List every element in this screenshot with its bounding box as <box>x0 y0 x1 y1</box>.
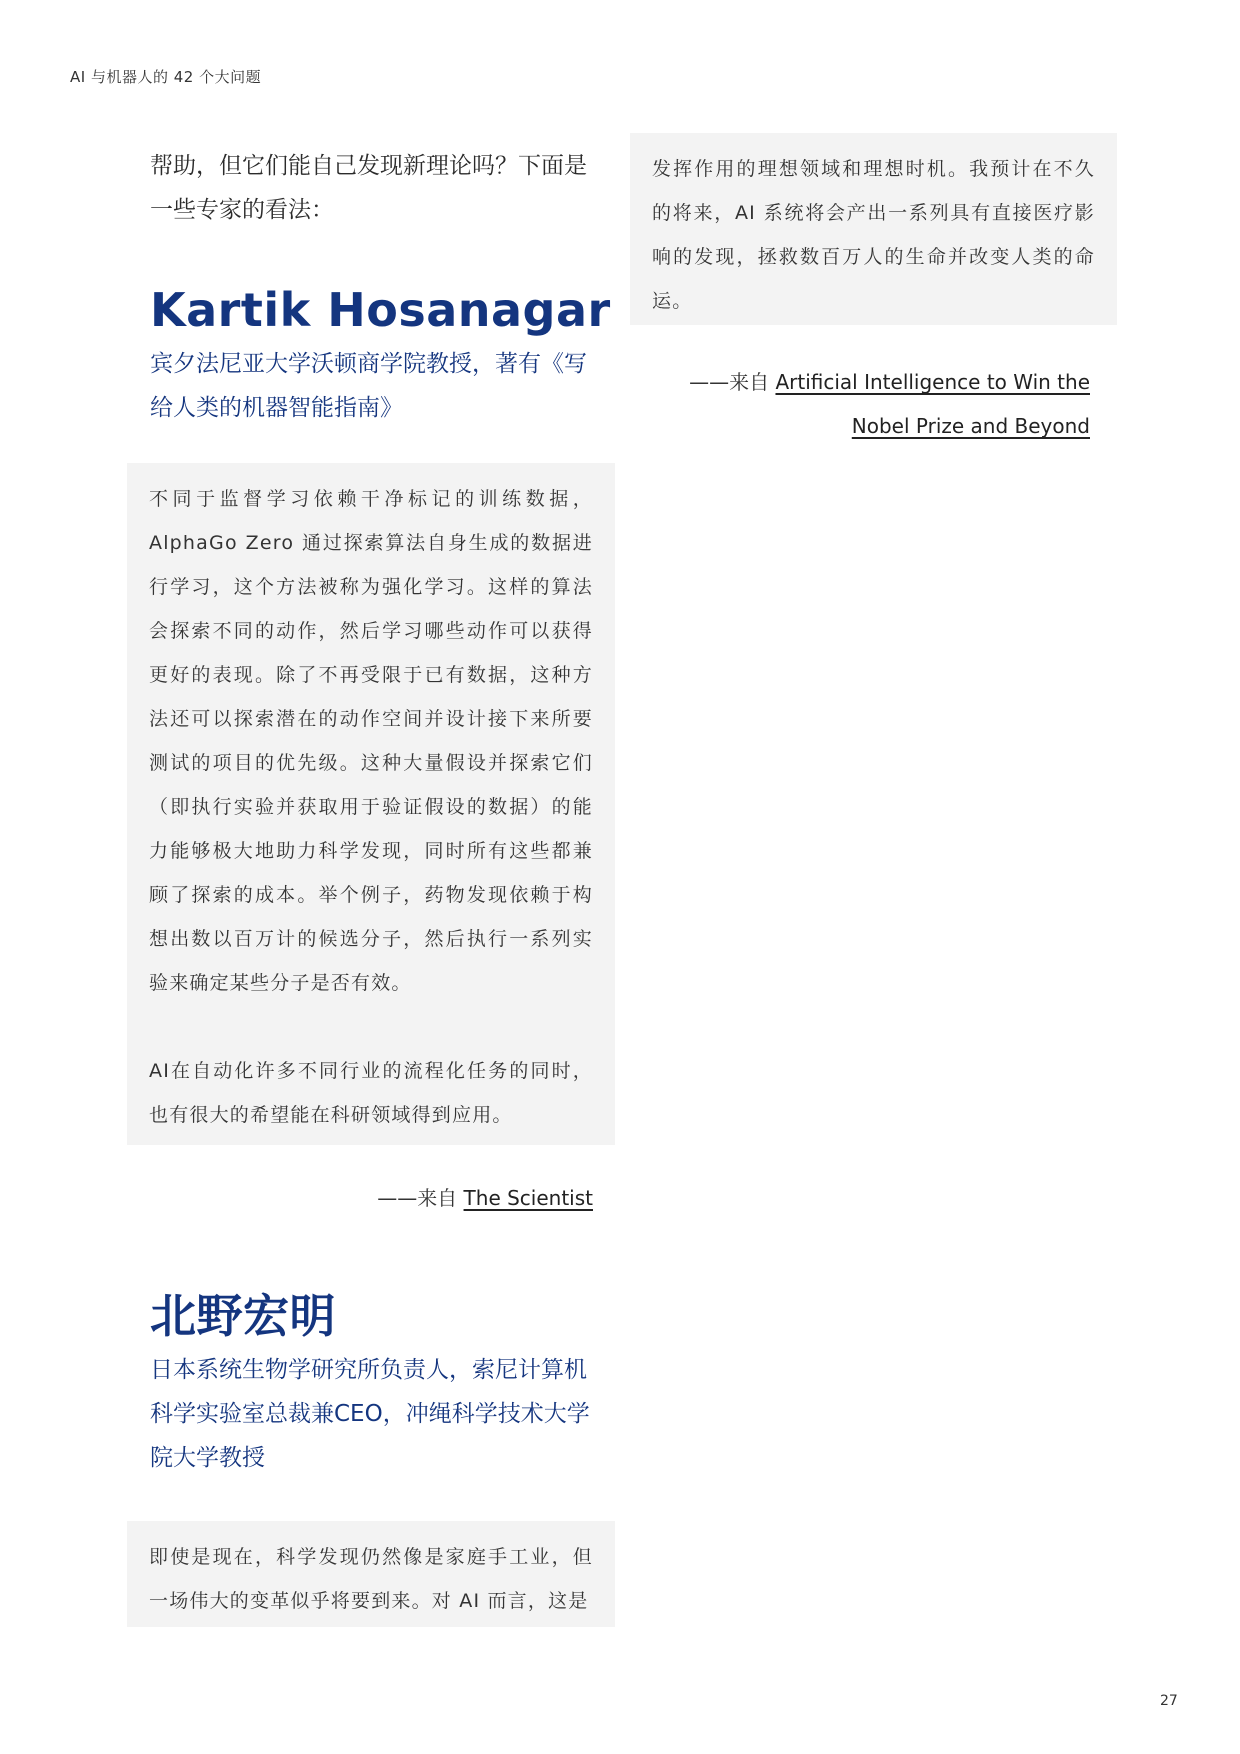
quote-source <box>200 1176 593 1220</box>
source-prefix: ——来自 <box>689 370 770 394</box>
quote-paragraph: 不同于监督学习依赖干净标记的训练数据，AlphaGo Zero 通过探索算法自身生成的数据进行学习，这个方法被称为强化学习。这样的算法会探索不同的动作，然后学习哪些动作可以获得更好的表现。除了不再受限于已有数据，这种方法还可以探索潜在的动作空间并设计接下来所要测试的项目的优先级。这种大量假设并探索它们（即执行实验并获取用于验证假设的数据）的能力能够极大地助力科学发现，同时所有这些都兼顾了探索的成本。举个例子，药物发现依赖于构想出数以百万计的候选分子，然后执行一系列实验来确定某些分子是否有效。 <box>149 488 593 994</box>
quote-box-kitano <box>127 1521 615 1627</box>
intro-paragraph: 帮助，但它们能自己发现新理论吗？下面是一些专家的看法： <box>150 153 587 223</box>
source-link-line-1[interactable]: Artificial Intelligence to Win the <box>775 370 1090 394</box>
quote-paragraph: AI在自动化许多不同行业的流程化任务的同时，也有很大的希望能在科研领域得到应用。 <box>149 1060 593 1126</box>
source-link-the-scientist[interactable]: The Scientist <box>463 1186 593 1210</box>
quote-paragraph: 发挥作用的理想领域和理想时机。我预计在不久的将来，AI 系统将会产出一系列具有直接医疗影响的发现，拯救数百万人的生命并改变人类的命运。 <box>652 158 1095 312</box>
quote-box-kitano-continued <box>630 133 1117 325</box>
page-number: 27 <box>1160 1693 1178 1709</box>
quote-source <box>640 360 1090 448</box>
expert-name-kitano: 北野宏明 <box>150 1289 336 1343</box>
quote-box-hosanagar <box>127 463 615 1145</box>
expert-name-hosanagar: Kartik Hosanagar <box>150 283 611 337</box>
expert-affiliation-hosanagar: 宾夕法尼亚大学沃顿商学院教授，著有《写给人类的机器智能指南》 <box>150 351 587 421</box>
source-link-line-2[interactable]: Nobel Prize and Beyond <box>851 414 1090 438</box>
quote-paragraph: 即使是现在，科学发现仍然像是家庭手工业，但一场伟大的变革似乎将要到来。对 AI 而言，这是 <box>149 1546 593 1612</box>
source-prefix: ——来自 <box>377 1186 458 1210</box>
running-header: AI 与机器人的 42 个大问题 <box>70 68 262 86</box>
expert-affiliation-kitano: 日本系统生物学研究所负责人，索尼计算机科学实验室总裁兼CEO，冲绳科学技术大学院大学教授 <box>150 1357 590 1471</box>
